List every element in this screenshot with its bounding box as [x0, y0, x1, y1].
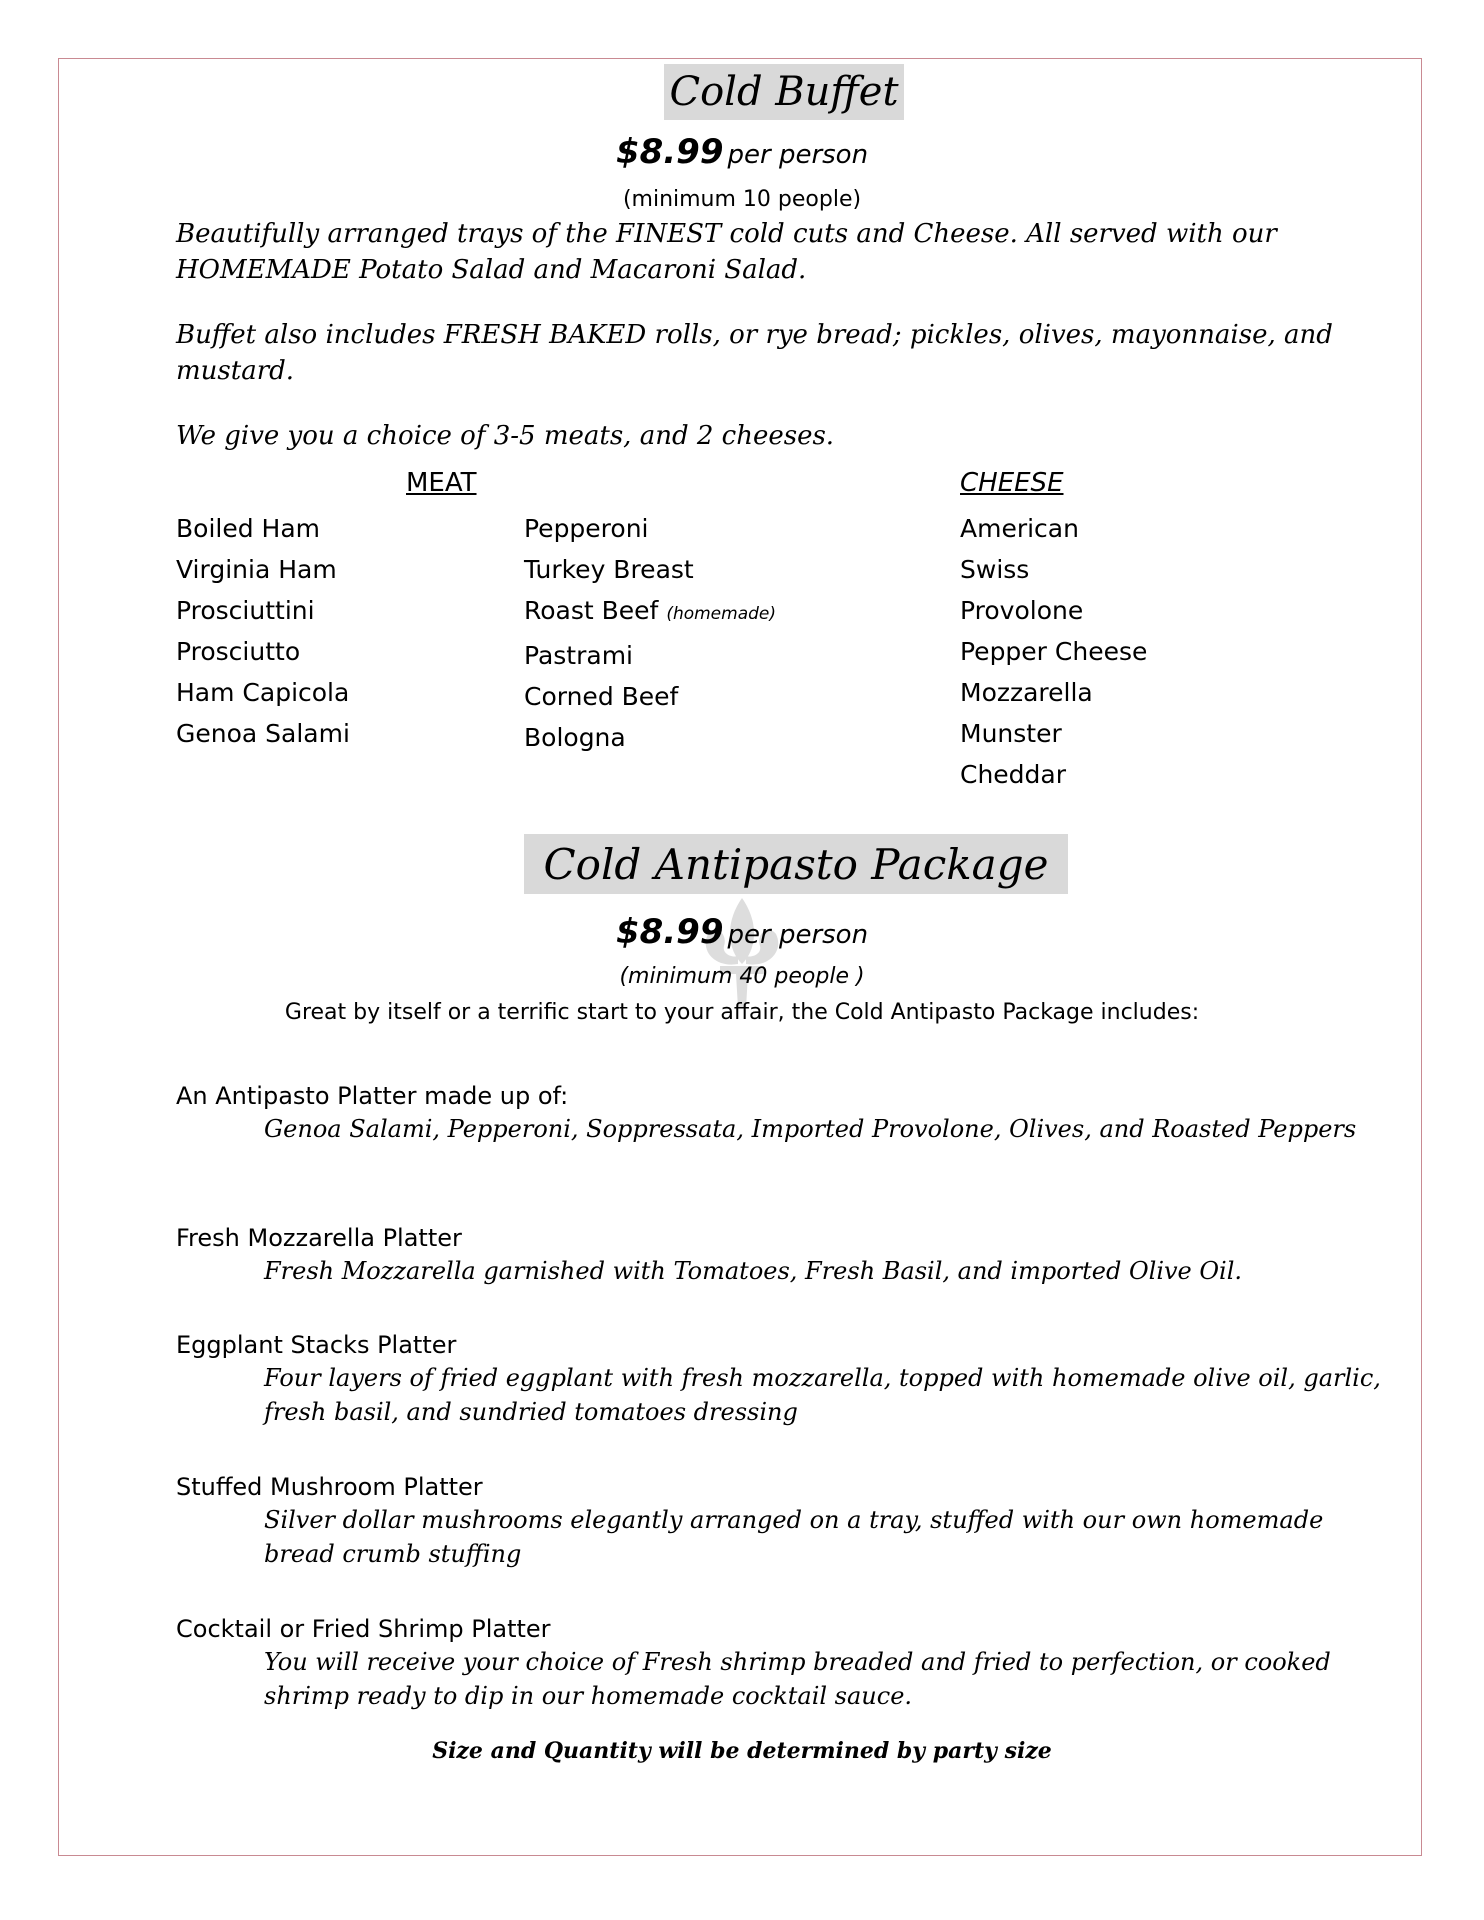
- meat-item: Genoa Salami: [176, 719, 350, 748]
- antipasto-intro: Great by itself or a terrific start to your affair, the Cold Antipasto Package includes:: [284, 1000, 1200, 1025]
- homemade-note: (homemade): [666, 604, 776, 624]
- meat-item: Virginia Ham: [176, 555, 337, 584]
- meat-item: Pepperoni: [524, 514, 649, 543]
- antipasto-item-desc: Genoa Salami, Pepperoni, Soppressata, Imported Provolone, Olives, and Roasted Peppers: [264, 1115, 1357, 1143]
- meat-item: Corned Beef: [524, 682, 679, 711]
- cheese-item: Munster: [960, 719, 1062, 748]
- cold-buffet-per-person: per person: [727, 140, 869, 170]
- meat-list-col2: [524, 508, 776, 758]
- antipasto-item-title: An Antipasto Platter made up of:: [176, 1082, 569, 1110]
- antipasto-per-person: per person: [727, 920, 869, 950]
- cold-buffet-price-line: [0, 132, 1484, 172]
- cheese-item: Swiss: [960, 555, 1030, 584]
- antipasto-item-desc: You will receive your choice of Fresh shrimp breaded and fried to perfection, or cooked shrimp ready to dip in our homemade cocktail sauce.: [264, 1648, 1331, 1710]
- size-quantity-note: Size and Quantity will be determined by party size: [432, 1738, 1052, 1764]
- antipasto-minimum: (minimum 40 people ): [619, 964, 865, 989]
- cheese-item: Pepper Cheese: [960, 637, 1148, 666]
- antipasto-item: [176, 1080, 1396, 1146]
- cheese-list: [960, 508, 1147, 795]
- antipasto-price: $8.99: [615, 912, 724, 952]
- meat-item: Turkey Breast: [524, 555, 694, 584]
- cheese-item: Cheddar: [960, 760, 1067, 789]
- antipasto-title: Cold Antipasto Package: [524, 834, 1068, 894]
- antipasto-item-title: Cocktail or Fried Shrimp Platter: [176, 1615, 551, 1643]
- cold-buffet-minimum: (minimum 10 people): [622, 187, 862, 212]
- meat-item: Prosciuttini: [176, 596, 315, 625]
- cold-buffet-description: Beautifully arranged trays of the FINEST cold cuts and Cheese. All served with our HOMEMADE Potato Salad and Macaroni Salad.: [176, 219, 1277, 285]
- antipasto-item-desc: Four layers of fried eggplant with fresh mozzarella, topped with homemade olive oil, garlic, fresh basil, and sundried tomatoes dressing: [264, 1364, 1381, 1426]
- cold-buffet-title: Cold Buffet: [664, 64, 904, 120]
- cheese-item: Mozzarella: [960, 678, 1093, 707]
- meat-item: Pastrami: [524, 641, 633, 670]
- meat-item-label: Roast Beef: [524, 596, 659, 625]
- cheese-item: Provolone: [960, 596, 1084, 625]
- antipasto-item-title: Fresh Mozzarella Platter: [176, 1224, 462, 1252]
- meat-item: Prosciutto: [176, 637, 301, 666]
- antipasto-item-desc: Silver dollar mushrooms elegantly arranged on a tray, stuffed with our own homemade bread crumb stuffing: [264, 1506, 1324, 1568]
- antipasto-item-desc: Fresh Mozzarella garnished with Tomatoes, Fresh Basil, and imported Olive Oil.: [264, 1257, 1243, 1285]
- antipasto-item: [176, 1613, 1396, 1713]
- antipasto-item: [176, 1329, 1396, 1429]
- antipasto-item: [176, 1222, 1396, 1288]
- meat-list-col1: [176, 508, 350, 754]
- cheese-item: American: [960, 514, 1079, 543]
- meat-item: Boiled Ham: [176, 514, 321, 543]
- cheese-heading: CHEESE: [960, 468, 1064, 498]
- cold-buffet-choice: We give you a choice of 3-5 meats, and 2 cheeses.: [176, 421, 835, 451]
- cold-buffet-price: $8.99: [615, 132, 724, 172]
- antipasto-price-line: [0, 912, 1484, 952]
- meat-heading: MEAT: [406, 468, 477, 498]
- meat-item: Ham Capicola: [176, 678, 350, 707]
- antipasto-item-title: Stuffed Mushroom Platter: [176, 1473, 483, 1501]
- antipasto-item-title: Eggplant Stacks Platter: [176, 1331, 457, 1359]
- meat-item-roast-beef: [524, 590, 776, 635]
- antipasto-item: [176, 1471, 1396, 1571]
- meat-item: Bologna: [524, 723, 626, 752]
- cold-buffet-includes: Buffet also includes FRESH BAKED rolls, or rye bread; pickles, olives, mayonnaise, and mustard.: [176, 320, 1333, 386]
